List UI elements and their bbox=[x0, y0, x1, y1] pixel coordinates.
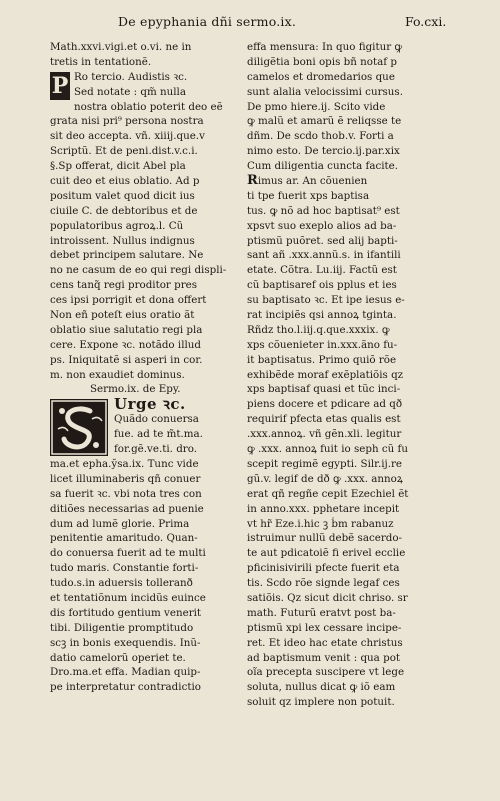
right-column bbox=[247, 40, 437, 710]
text-line: .xxx.annoꝝ. vñ gẽn.xli. legitur bbox=[247, 428, 402, 441]
text-line: Dro.ma.et effa. Madian quip- bbox=[50, 666, 201, 679]
text-line: cũ baptisaref ois pplus et ies bbox=[247, 279, 397, 292]
text-line-body: imus ar. An cõuenien bbox=[257, 175, 368, 188]
text-line: positum valet quod dicit ius bbox=[50, 189, 195, 202]
text-line: dis fortitudo gentium venerit bbox=[50, 606, 202, 619]
text-line: sit deo accepta. vñ. xiiij.que.v bbox=[50, 130, 205, 143]
text-line: Non eñ poteſt eius oratio ãt bbox=[50, 309, 195, 322]
text-line: rat incipiẽs qsi annoꝝ tginta. bbox=[247, 309, 397, 322]
left-column bbox=[50, 40, 240, 695]
text-line: pe interpretatur contradictio bbox=[50, 681, 201, 694]
text-line: tis. Scdo rõe signde legaf ces bbox=[247, 577, 400, 590]
text-line: no ne casum de eo qui regi displi- bbox=[50, 264, 227, 277]
sermon-heading: Sermo.ix. de Epy. bbox=[90, 383, 181, 396]
running-head: De epyphania dñi sermo.ix. bbox=[118, 14, 296, 29]
text-line: erat qñ regñe cepit Ezechiel ẽt bbox=[247, 487, 409, 500]
text-line: effa mensura: In quo figitur ꝙ bbox=[247, 41, 403, 53]
text-line: §.Sp offerat, dicit Abel pla bbox=[50, 160, 186, 173]
text-line: ditiões necessarias ad puenie bbox=[50, 502, 204, 515]
text-line: for.gẽ.ve.ti. dro. bbox=[114, 443, 197, 456]
text-line bbox=[247, 174, 437, 189]
text-line: ciuile C. de debtoribus et de bbox=[50, 204, 198, 217]
text-line: nimo esto. De tercio.ij.par.xix bbox=[247, 145, 400, 158]
text-line: m. non exaudiet dominus. bbox=[50, 368, 185, 381]
text-line: vt hr̃ Eze.i.hic ꝫ ḃm rabanuz bbox=[247, 517, 394, 530]
text-line: pficinisivirili pfecte fuerit eta bbox=[247, 562, 400, 575]
text-line: do conuersa fuerit ad te multi bbox=[50, 547, 206, 560]
text-line: requirif pfecta etas qualis est bbox=[247, 413, 401, 426]
text-line: sant añ .xxx.annũ.s. in ifantili bbox=[247, 249, 401, 262]
text-line: tibi. Diligentie promptitudo bbox=[50, 621, 194, 634]
text-line: licet illuminaberis qñ conuer bbox=[50, 472, 201, 485]
text-line: ad baptismum venit : qua pot bbox=[247, 651, 401, 664]
page-header bbox=[0, 14, 500, 36]
text-line: tudo.s.in aduersis tolleranð bbox=[50, 577, 193, 590]
text-line: cere. Expone ꝛc. notãdo illud bbox=[50, 338, 202, 351]
text-line: piens docere et pdicare ad qð bbox=[247, 398, 403, 411]
text-line: nostra oblatio poterit deo eẽ bbox=[74, 100, 223, 113]
text-line: xps baptisaf quasi et tũc inci- bbox=[247, 383, 401, 396]
text-line: tretis in tentationẽ. bbox=[50, 55, 152, 68]
text-line: ma.et epha.y̆sa.ix. Tunc vide bbox=[50, 457, 199, 470]
text-line: Sed notate : qm̃ nulla bbox=[74, 85, 186, 98]
text-line: ti tpe fuerit xps baptisa bbox=[247, 189, 370, 202]
text-line: fue. ad te m̃t.ma. bbox=[114, 428, 203, 441]
text-line: cuit deo et eius oblatio. Ad p bbox=[50, 175, 200, 188]
text-line: ptismũ xpi lex cessare incipe- bbox=[247, 621, 402, 634]
text-line: tus. ꝙ nõ ad hoc baptisat⁹ est bbox=[247, 204, 400, 217]
folio-number: Fo.cxi. bbox=[405, 14, 447, 29]
text-line: su baptisato ꝛc. Et ipe iesus e- bbox=[247, 294, 405, 307]
text-line: debet principem salutare. Ne bbox=[50, 249, 204, 262]
text-line: dñm. De scdo thob.v. Forti a bbox=[247, 130, 394, 143]
text-line: scꝫ in bonis exequendis. Inũ- bbox=[50, 636, 201, 649]
text-line: tudo maris. Constantie forti- bbox=[50, 562, 199, 575]
text-line: grata nisi pri⁹ persona nostra bbox=[50, 115, 204, 128]
text-line: Math.xxvi.vigi.et o.vi. ne in bbox=[50, 41, 192, 53]
text-line: ꝙ malũ et amarũ ẽ reliqsse te bbox=[247, 115, 402, 128]
text-line: camelos et dromedarios que bbox=[247, 70, 395, 83]
text-line: dum ad lumẽ glorie. Prima bbox=[50, 517, 190, 530]
text-line: ꝙ .xxx. annoꝝ fuit io seph cũ fu bbox=[247, 443, 408, 456]
text-line: oĩa precepta suscipere vt lege bbox=[247, 666, 405, 679]
initial-letter-p: P bbox=[51, 72, 69, 99]
text-line: istruimur nullũ debẽ sacerdo- bbox=[247, 532, 403, 545]
text-line: ces ipsi porrigit et dona offert bbox=[50, 294, 207, 307]
text-line: satiõis. Qz sicut dicit chriso. sr bbox=[247, 591, 408, 604]
initial-letter-r: R bbox=[247, 174, 258, 189]
text-line: Quãdo conuersa bbox=[114, 413, 199, 426]
text-line: te aut pdicatoiẽ fi erivel ecclie bbox=[247, 547, 406, 560]
text-line: Cum diligentia cuncta facite. bbox=[247, 160, 399, 173]
paragraph-block bbox=[50, 70, 240, 100]
text-line: gũ.v. legif de dð ꝙ .xxx. annoꝝ bbox=[247, 472, 403, 485]
text-line: in anno.xxx. pphetare incepit bbox=[247, 502, 400, 515]
decorated-initial-s bbox=[50, 399, 108, 456]
text-line: xpsvt suo exeplo alios ad ba- bbox=[247, 219, 397, 232]
text-line: et tentatiõnum incidũs euince bbox=[50, 591, 206, 604]
text-line: exhibẽde moraf exẽplatiõis qz bbox=[247, 368, 404, 381]
text-line: Scriptũ. Et de peni.dist.v.c.i. bbox=[50, 145, 198, 158]
text-line: introissent. Nullus indignus bbox=[50, 234, 195, 247]
decorated-paragraph bbox=[50, 397, 240, 457]
text-line: datio camelorũ operiet te. bbox=[50, 651, 186, 664]
text-line: diligẽtia boni opis bñ notaf p bbox=[247, 55, 397, 68]
text-line: ret. Et ideo hac etate christus bbox=[247, 636, 403, 649]
text-line: ptismũ puõret. sed alij bapti- bbox=[247, 234, 398, 247]
heading-word: Urge ꝛc. bbox=[114, 397, 186, 413]
text-line: sa fuerit ꝛc. vbi nota tres con bbox=[50, 487, 202, 500]
text-line: math. Futurũ eratvt post ba- bbox=[247, 606, 396, 619]
text-line: it baptisatus. Primo quiõ rõe bbox=[247, 353, 397, 366]
text-line: soluit qz implere non potuit. bbox=[247, 696, 395, 709]
text-line: sunt alalia velocissimi cursus. bbox=[247, 85, 403, 98]
text-line: Ro tercio. Audistis ꝛc. bbox=[74, 70, 188, 83]
text-line: scepit regimẽ egypti. Silr.ij.re bbox=[247, 457, 403, 470]
text-line: soluta, nullus dicat ꝙ iõ eam bbox=[247, 681, 396, 694]
text-line: Rñdz tho.l.iij.q.que.xxxix. ꝙ bbox=[247, 323, 390, 336]
text-line: populatoribus agroꝝ.l. Cũ bbox=[50, 219, 184, 232]
text-line: etate. Cõtra. Lu.iij. Factũ est bbox=[247, 264, 397, 277]
text-line: ps. Iniquitatẽ si asperi in cor. bbox=[50, 353, 203, 366]
text-line: penitentie amaritudo. Quan- bbox=[50, 532, 198, 545]
text-line: xps cõuenieter in.xxx.ãno fu- bbox=[247, 338, 398, 351]
text-line: De pmo hiere.ij. Scito vide bbox=[247, 100, 386, 113]
text-line: cens tanq̃ regi proditor pres bbox=[50, 279, 198, 292]
text-line: oblatio siue salutatio regi pla bbox=[50, 323, 203, 336]
